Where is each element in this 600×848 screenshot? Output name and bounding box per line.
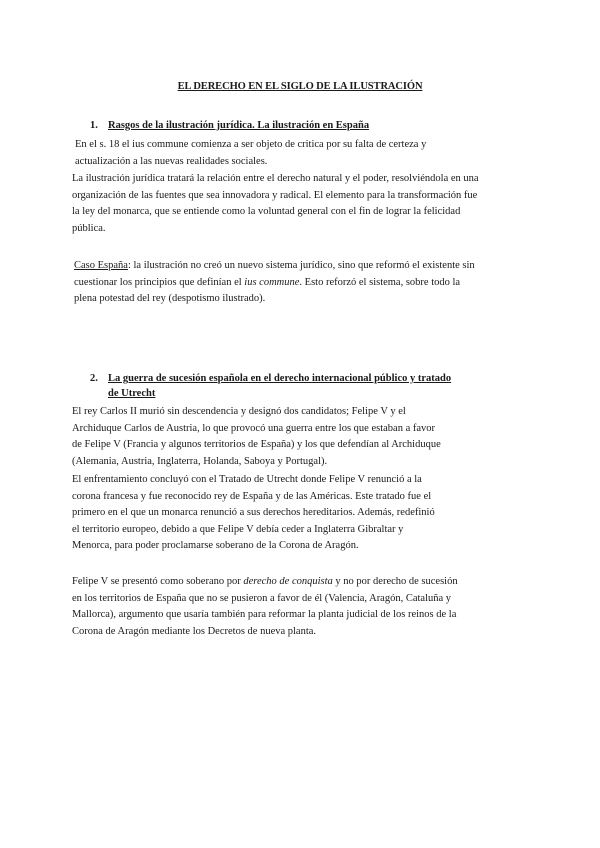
- ius-commune-emphasis: ius commune: [244, 276, 300, 288]
- section-1-paragraph-1: [75, 137, 537, 170]
- section-1-title: Rasgos de la ilustración jurídica. La ilustración en España: [108, 120, 370, 131]
- section-2-paragraph-1: [72, 404, 534, 470]
- paragraph-line: En el s. 18 el ius commune comienza a ser objeto de critica por su falta de certeza y: [75, 139, 427, 150]
- document-title: EL DERECHO EN EL SIGLO DE LA ILUSTRACIÓN: [177, 81, 423, 92]
- section-2-number: 2.: [90, 373, 98, 384]
- section-2-title-line-1: La guerra de sucesión española en el derecho internacional público y tratado: [108, 373, 452, 384]
- paragraph-line: la ley del monarca, que se entiende como la voluntad general con el fin de lograr la felicidad: [72, 206, 461, 217]
- paragraph-line: pública.: [72, 222, 106, 234]
- derecho-de-conquista-emphasis: derecho de conquista: [243, 576, 333, 587]
- paragraph-line: de Felipe V (Francia y algunos territorios de España) y los que defendían al Archiduque: [72, 439, 441, 450]
- paragraph-line: (Alemania, Austria, Inglaterra, Holanda, Saboya y Portugal).: [72, 455, 328, 467]
- paragraph-line: El enfrentamiento concluyó con el Tratado de Utrecht donde Felipe V renunció a la: [72, 474, 422, 485]
- paragraph-line: El rey Carlos II murió sin descendencia y designó dos candidatos; Felipe V y el: [72, 406, 406, 417]
- section-2-paragraph-2: [72, 472, 534, 555]
- paragraph-line: primero en el que un monarca renunció a sus derechos hereditarios. Además, redefinió: [72, 507, 435, 518]
- section-2-title-line-2: de Utrecht: [108, 388, 156, 399]
- paragraph-line: Archiduque Carlos de Austria, lo que provocó una guerra entre los que estaban a favor: [72, 422, 436, 434]
- caso-espana-label: Caso España: [74, 260, 128, 271]
- section-1-number: 1.: [90, 120, 98, 131]
- paragraph-line: Felipe V se presentó como soberano por derecho de conquista y no por derecho de sucesión: [72, 576, 458, 587]
- paragraph-line: el territorio europeo, debido a que Felipe V debía ceder a Inglaterra Gibraltar y: [72, 523, 404, 535]
- paragraph-line: cuestionar los principios que definían el ius commune. Esto reforzó el sistema, sobre todo la: [74, 276, 461, 288]
- paragraph-line: Corona de Aragón mediante los Decretos de nueva planta.: [72, 625, 317, 637]
- paragraph-line: Mallorca), argumento que usaría también para reformar la planta judicial de los reinos de la: [72, 609, 457, 620]
- section-2-paragraph-3: [72, 574, 534, 640]
- paragraph-line: actualización a las nuevas realidades sociales.: [75, 155, 268, 167]
- paragraph-line: Menorca, para poder proclamarse soberano de la Corona de Aragón.: [72, 540, 359, 551]
- section-1-paragraph-3: [74, 258, 536, 308]
- paragraph-line: La ilustración jurídica tratará la relación entre el derecho natural y el poder, resolviéndola en una: [72, 173, 479, 184]
- paragraph-line: organización de las fuentes que sea innovadora y radical. El elemento para la transformación fue: [72, 189, 478, 201]
- section-1-paragraph-2: [72, 171, 534, 237]
- paragraph-line: plena potestad del rey (despotismo ilustrado).: [74, 293, 266, 304]
- paragraph-line: corona francesa y fue reconocido rey de España y de las Américas. Este tratado fue el: [72, 490, 432, 502]
- paragraph-line: en los territorios de España que no se pusieron a favor de él (Valencia, Aragón, Cataluña y: [72, 592, 452, 604]
- paragraph-line: Caso España: la ilustración no creó un nuevo sistema jurídico, sino que reformó el existente sin: [74, 260, 475, 271]
